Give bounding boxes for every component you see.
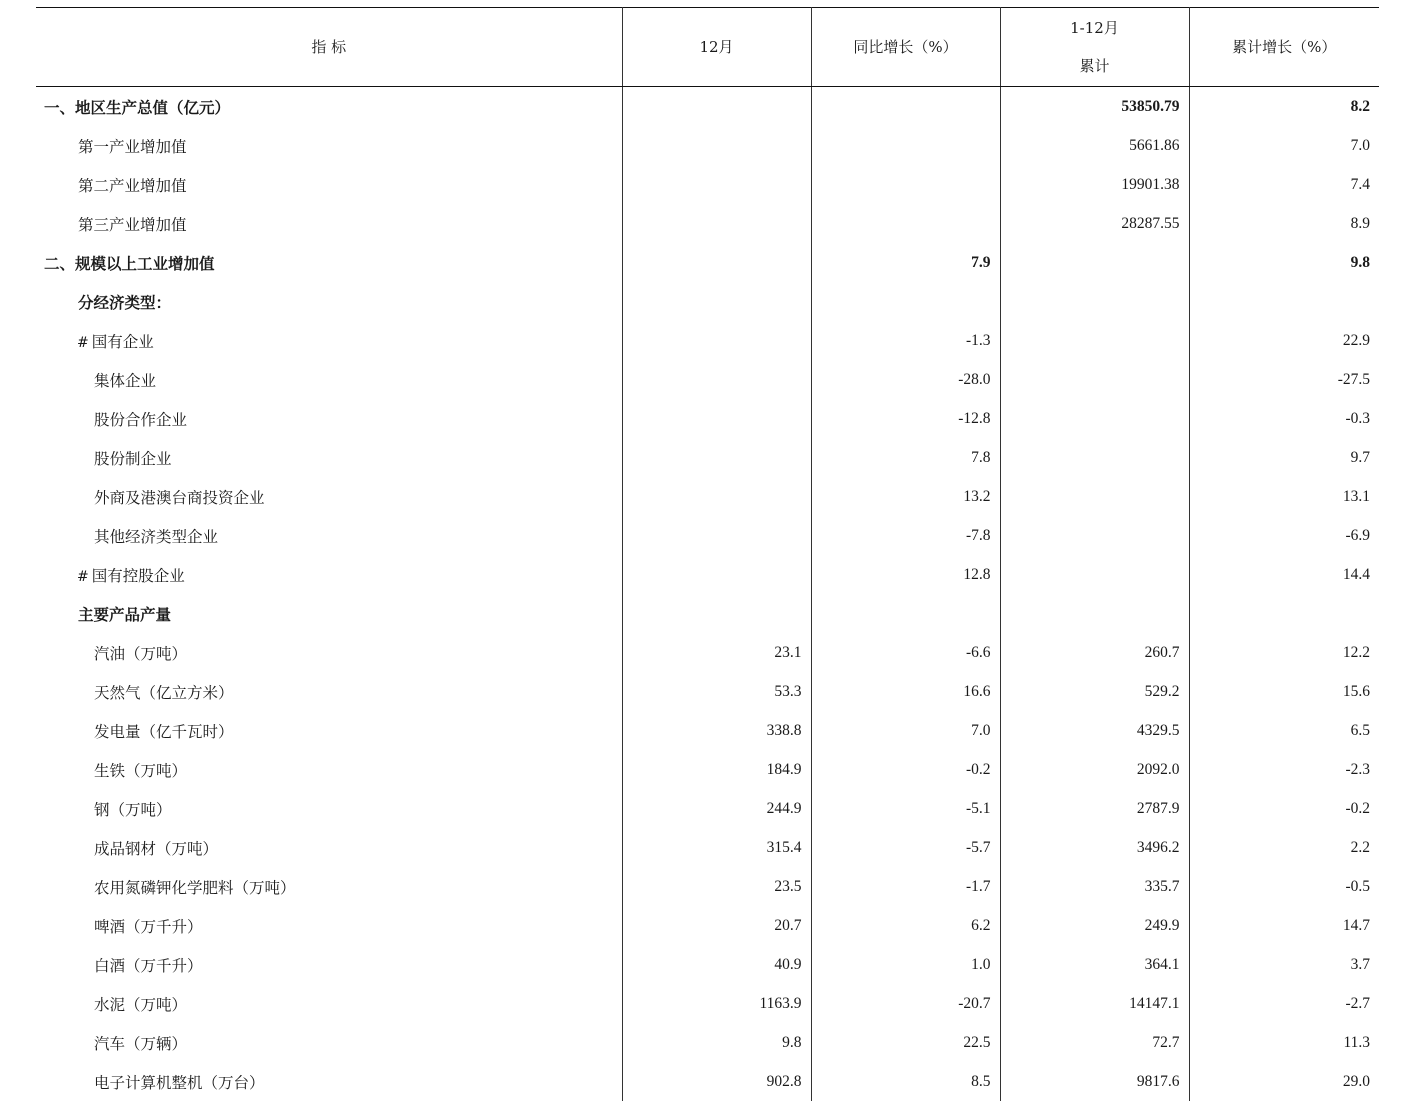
row-month-value: 184.9 (622, 750, 811, 789)
row-indicator-cell (36, 477, 622, 516)
row-indicator-label: 二、规模以上工业增加值 (44, 253, 215, 273)
row-cumulative-value (1000, 399, 1189, 438)
row-yoy-growth-value: 7.0 (811, 711, 1000, 750)
row-cumulative-value (1000, 321, 1189, 360)
row-month-value: 315.4 (622, 828, 811, 867)
row-cumulative-value: 72.7 (1000, 1023, 1189, 1062)
row-cumulative-growth-value: 7.4 (1189, 165, 1379, 204)
row-indicator-label: 外商及港澳台商投资企业 (94, 488, 265, 507)
row-cumulative-value: 3496.2 (1000, 828, 1189, 867)
row-yoy-growth-value: -28.0 (811, 360, 1000, 399)
row-yoy-growth-value: -5.1 (811, 789, 1000, 828)
header-month-text: 12月 (699, 38, 734, 56)
row-yoy-growth-value: 13.2 (811, 477, 1000, 516)
row-indicator-label: 啤酒（万千升） (94, 917, 203, 936)
row-cumulative-growth-value: 7.0 (1189, 126, 1379, 165)
row-cumulative-value: 364.1 (1000, 945, 1189, 984)
row-yoy-growth-value (811, 165, 1000, 204)
row-cumulative-value: 529.2 (1000, 672, 1189, 711)
row-yoy-growth-value: -1.7 (811, 867, 1000, 906)
row-indicator-cell (36, 555, 622, 594)
table-row (36, 750, 1379, 789)
header-yoy-growth (811, 8, 1000, 87)
row-cumulative-value: 335.7 (1000, 867, 1189, 906)
row-indicator-cell (36, 945, 622, 984)
table-row (36, 321, 1379, 360)
row-indicator-label: 汽车（万辆） (94, 1034, 188, 1053)
row-cumulative-growth-value: 6.5 (1189, 711, 1379, 750)
row-cumulative-value (1000, 477, 1189, 516)
table-row (36, 438, 1379, 477)
row-indicator-label: 集体企业 (94, 371, 157, 390)
row-cumulative-value: 14147.1 (1000, 984, 1189, 1023)
header-cumulative-period: 1-12月 (1070, 19, 1119, 37)
header-cumulative (1000, 8, 1189, 87)
row-indicator-label: 电子计算机整机（万台） (94, 1073, 265, 1092)
row-cumulative-growth-value: 9.7 (1189, 438, 1379, 477)
row-indicator-cell (36, 126, 622, 165)
row-yoy-growth-value (811, 126, 1000, 165)
table-row (36, 594, 1379, 633)
row-indicator-label: 一、地区生产总值（亿元） (44, 97, 231, 117)
row-yoy-growth-value: -0.2 (811, 750, 1000, 789)
row-cumulative-value: 19901.38 (1000, 165, 1189, 204)
row-cumulative-growth-value: 14.4 (1189, 555, 1379, 594)
header-indicator (36, 8, 622, 87)
row-cumulative-value: 2092.0 (1000, 750, 1189, 789)
row-cumulative-value (1000, 243, 1189, 282)
row-month-value: 9.8 (622, 1023, 811, 1062)
table-row (36, 672, 1379, 711)
header-cumulative-label: 累计 (1079, 57, 1110, 75)
row-cumulative-growth-value: 13.1 (1189, 477, 1379, 516)
row-cumulative-growth-value: -0.2 (1189, 789, 1379, 828)
row-indicator-cell (36, 594, 622, 633)
row-month-value: 20.7 (622, 906, 811, 945)
row-indicator-cell (36, 672, 622, 711)
row-indicator-cell (36, 906, 622, 945)
row-month-value (622, 555, 811, 594)
row-month-value: 23.5 (622, 867, 811, 906)
row-yoy-growth-value (811, 594, 1000, 633)
row-indicator-label: 第二产业增加值 (78, 176, 187, 195)
row-yoy-growth-value: 1.0 (811, 945, 1000, 984)
row-cumulative-value (1000, 282, 1189, 321)
table-row (36, 906, 1379, 945)
row-indicator-cell (36, 789, 622, 828)
row-hash-marker: # (77, 568, 89, 585)
row-yoy-growth-value: -6.6 (811, 633, 1000, 672)
row-indicator-cell (36, 1023, 622, 1062)
row-indicator-label: 分经济类型： (78, 292, 172, 312)
table-row (36, 477, 1379, 516)
row-cumulative-value: 5661.86 (1000, 126, 1189, 165)
row-cumulative-growth-value: 11.3 (1189, 1023, 1379, 1062)
row-indicator-cell (36, 243, 622, 282)
row-cumulative-value: 28287.55 (1000, 204, 1189, 243)
row-month-value: 23.1 (622, 633, 811, 672)
row-cumulative-growth-value: 2.2 (1189, 828, 1379, 867)
header-row (36, 8, 1379, 87)
row-month-value: 244.9 (622, 789, 811, 828)
table-row (36, 1062, 1379, 1101)
row-indicator-label: 股份制企业 (94, 449, 172, 468)
table-row (36, 633, 1379, 672)
row-month-value (622, 204, 811, 243)
row-indicator-cell (36, 360, 622, 399)
row-indicator-cell (36, 867, 622, 906)
row-indicator-cell (36, 282, 622, 321)
row-indicator-cell (36, 204, 622, 243)
table-row (36, 360, 1379, 399)
table-row (36, 555, 1379, 594)
row-yoy-growth-value: 12.8 (811, 555, 1000, 594)
row-indicator-label: 钢（万吨） (94, 800, 172, 819)
row-indicator-label: 股份合作企业 (94, 410, 188, 429)
row-cumulative-value (1000, 438, 1189, 477)
row-indicator-label: 其他经济类型企业 (94, 527, 219, 546)
row-indicator-cell (36, 165, 622, 204)
row-indicator-cell (36, 750, 622, 789)
row-month-value: 40.9 (622, 945, 811, 984)
row-cumulative-growth-value (1189, 594, 1379, 633)
row-indicator-label: 农用氮磷钾化学肥料（万吨） (94, 878, 296, 897)
row-indicator-label: 生铁（万吨） (94, 761, 188, 780)
row-cumulative-value: 53850.79 (1000, 87, 1189, 127)
row-indicator-label: 国有企业 (91, 332, 154, 351)
row-yoy-growth-value: -5.7 (811, 828, 1000, 867)
row-yoy-growth-value: 8.5 (811, 1062, 1000, 1101)
row-cumulative-growth-value: 8.9 (1189, 204, 1379, 243)
row-yoy-growth-value (811, 87, 1000, 127)
table-row (36, 984, 1379, 1023)
row-indicator-cell (36, 984, 622, 1023)
row-cumulative-value: 2787.9 (1000, 789, 1189, 828)
header-yoy-text: 同比增长（%） (853, 38, 958, 56)
row-month-value (622, 438, 811, 477)
row-indicator-label: 发电量（亿千瓦时） (94, 722, 234, 741)
header-cumulative-growth-text: 累计增长（%） (1232, 38, 1337, 56)
row-indicator-cell (36, 711, 622, 750)
row-yoy-growth-value: 7.9 (811, 243, 1000, 282)
table-row (36, 711, 1379, 750)
row-yoy-growth-value: -7.8 (811, 516, 1000, 555)
row-cumulative-value: 9817.6 (1000, 1062, 1189, 1101)
row-cumulative-growth-value: 9.8 (1189, 243, 1379, 282)
row-indicator-label: 成品钢材（万吨） (94, 839, 219, 858)
row-month-value (622, 165, 811, 204)
table-row (36, 789, 1379, 828)
row-indicator-label: 主要产品产量 (78, 604, 172, 624)
table-header (36, 8, 1379, 87)
row-cumulative-value: 260.7 (1000, 633, 1189, 672)
row-indicator-label: 水泥（万吨） (94, 995, 188, 1014)
row-cumulative-growth-value: -6.9 (1189, 516, 1379, 555)
row-cumulative-growth-value: 15.6 (1189, 672, 1379, 711)
table-row (36, 1023, 1379, 1062)
table-row (36, 282, 1379, 321)
row-month-value: 338.8 (622, 711, 811, 750)
row-cumulative-value (1000, 360, 1189, 399)
row-month-value (622, 87, 811, 127)
row-month-value: 1163.9 (622, 984, 811, 1023)
header-month (622, 8, 811, 87)
row-yoy-growth-value (811, 282, 1000, 321)
table-row (36, 87, 1379, 127)
row-month-value (622, 360, 811, 399)
row-yoy-growth-value: -20.7 (811, 984, 1000, 1023)
row-month-value (622, 243, 811, 282)
row-indicator-label: 第三产业增加值 (78, 215, 187, 234)
row-month-value (622, 594, 811, 633)
row-indicator-label: 汽油（万吨） (94, 644, 188, 663)
row-cumulative-growth-value: 8.2 (1189, 87, 1379, 127)
row-yoy-growth-value: -12.8 (811, 399, 1000, 438)
row-cumulative-growth-value: 29.0 (1189, 1062, 1379, 1101)
row-cumulative-growth-value: -0.3 (1189, 399, 1379, 438)
row-cumulative-growth-value: 14.7 (1189, 906, 1379, 945)
row-cumulative-growth-value: -0.5 (1189, 867, 1379, 906)
row-cumulative-value: 4329.5 (1000, 711, 1189, 750)
row-indicator-cell (36, 633, 622, 672)
row-cumulative-growth-value: -27.5 (1189, 360, 1379, 399)
table-row (36, 867, 1379, 906)
row-yoy-growth-value: 7.8 (811, 438, 1000, 477)
table-row (36, 945, 1379, 984)
row-cumulative-value: 249.9 (1000, 906, 1189, 945)
row-indicator-label: 第一产业增加值 (78, 137, 187, 156)
row-indicator-cell (36, 1062, 622, 1101)
row-cumulative-growth-value: -2.7 (1189, 984, 1379, 1023)
row-yoy-growth-value: 6.2 (811, 906, 1000, 945)
row-cumulative-growth-value: -2.3 (1189, 750, 1379, 789)
row-indicator-cell (36, 828, 622, 867)
table-body (36, 87, 1379, 1102)
row-month-value: 902.8 (622, 1062, 811, 1101)
row-month-value (622, 399, 811, 438)
header-cumulative-growth (1189, 8, 1379, 87)
row-month-value: 53.3 (622, 672, 811, 711)
table-row (36, 399, 1379, 438)
row-month-value (622, 477, 811, 516)
row-indicator-label: 天然气（亿立方米） (94, 683, 234, 702)
row-yoy-growth-value: 16.6 (811, 672, 1000, 711)
row-yoy-growth-value (811, 204, 1000, 243)
header-indicator-text: 指 标 (311, 38, 347, 56)
row-month-value (622, 321, 811, 360)
row-yoy-growth-value: -1.3 (811, 321, 1000, 360)
row-yoy-growth-value: 22.5 (811, 1023, 1000, 1062)
row-cumulative-value (1000, 594, 1189, 633)
row-indicator-label: 国有控股企业 (91, 566, 185, 585)
row-indicator-label: 白酒（万千升） (94, 956, 203, 975)
statistics-table (36, 7, 1379, 1101)
row-indicator-cell (36, 321, 622, 360)
row-month-value (622, 516, 811, 555)
row-cumulative-growth-value: 3.7 (1189, 945, 1379, 984)
row-indicator-cell (36, 438, 622, 477)
table-row (36, 516, 1379, 555)
row-indicator-cell (36, 399, 622, 438)
row-indicator-cell (36, 516, 622, 555)
row-month-value (622, 282, 811, 321)
table-row (36, 828, 1379, 867)
row-cumulative-value (1000, 516, 1189, 555)
row-cumulative-growth-value: 12.2 (1189, 633, 1379, 672)
row-month-value (622, 126, 811, 165)
row-hash-marker: # (77, 334, 89, 351)
row-cumulative-growth-value (1189, 282, 1379, 321)
table-row (36, 243, 1379, 282)
row-cumulative-value (1000, 555, 1189, 594)
row-indicator-cell (36, 87, 622, 127)
row-cumulative-growth-value: 22.9 (1189, 321, 1379, 360)
table-row (36, 204, 1379, 243)
table-row (36, 126, 1379, 165)
table-row (36, 165, 1379, 204)
